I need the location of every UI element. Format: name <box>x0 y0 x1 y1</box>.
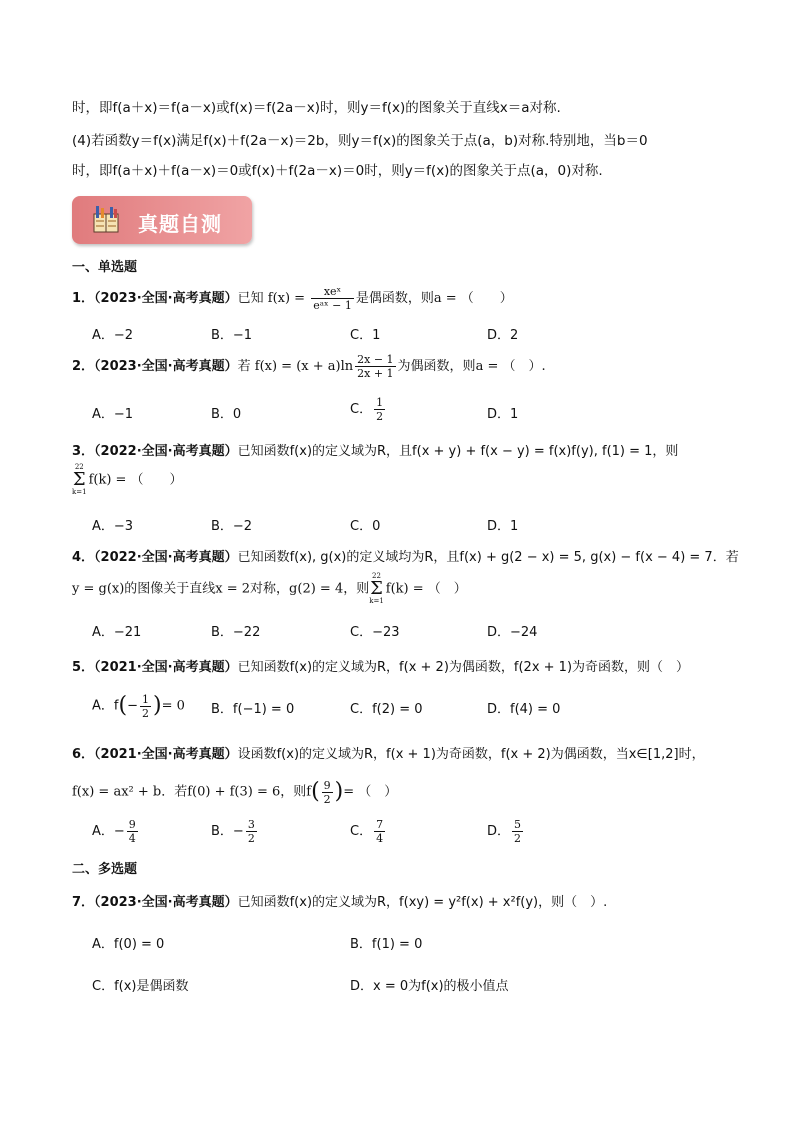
option-b[interactable]: B．−2 <box>211 519 253 534</box>
open-book-icon <box>92 204 120 236</box>
intro-line-2: (4)若函数y＝f(x)满足f(x)＋f(2a－x)＝2b，则y＝f(x)的图象关于点(a，b)对称.特别地，当b＝0 <box>72 133 648 149</box>
option-value: = 0 <box>161 698 185 714</box>
question-tail: = （ ） <box>343 784 398 800</box>
question-source: （2023·全国·高考真题） <box>94 895 238 910</box>
question-source: （2023·全国·高考真题） <box>94 359 238 374</box>
fraction-numerator: 9 <box>128 818 136 831</box>
question-tail: a = （ ）. <box>475 359 546 374</box>
question-number: 2． <box>72 359 95 374</box>
question-source: （2023·全国·高考真题） <box>94 291 238 306</box>
question-6-line-2: f(x) = ax² + b．若f(0) + f(3) = 6，则f( $\frac{9}{2}$ )= （ ） <box>72 778 398 806</box>
question-5 <box>72 656 689 675</box>
fraction-denominator: eᵃˣ − 1 <box>313 299 352 312</box>
question-number: 6． <box>72 747 95 762</box>
banner-title: 真题自测 <box>138 212 222 236</box>
question-source: （2021·全国·高考真题） <box>94 747 238 762</box>
sum-upper: 22 <box>74 463 84 471</box>
question-stem: 已知 <box>237 291 264 306</box>
fraction <box>512 818 523 845</box>
question-number: 7． <box>72 895 95 910</box>
option-label: D． <box>487 824 511 839</box>
summation-symbol: 22 Σ k=1 <box>369 572 384 605</box>
option-a[interactable]: A．−21 <box>92 625 142 640</box>
option-label: C． <box>350 824 373 839</box>
option-d[interactable]: D．1 <box>487 407 519 422</box>
fraction-numerator: 2x − 1 <box>357 353 394 366</box>
option-b[interactable]: B．f(−1) = 0 <box>211 702 295 717</box>
fraction-denominator: 4 <box>376 832 384 845</box>
fraction-numerator: 1 <box>376 396 384 409</box>
option-a[interactable]: A．−2 <box>92 328 134 343</box>
question-stem: 已知函数f(x)的定义域为R，f(xy) = y²f(x) + x²f(y)，则（ ）. <box>237 895 608 910</box>
option-label: A．f <box>92 698 119 714</box>
sum-expression: f(k) = （ ） <box>385 581 467 597</box>
fraction-denominator: 4 <box>128 832 136 845</box>
question-number: 3． <box>72 444 95 459</box>
question-number: 1． <box>72 291 95 306</box>
question-stem: 已知函数f(x)的定义域为R，f(x + 2)为偶函数，f(2x + 1)为奇函数，则（ ） <box>237 660 690 675</box>
section-heading-single: 一、单选题 <box>72 260 138 275</box>
question-tail: a = （ ） <box>433 291 513 306</box>
option-b[interactable]: B．f(1) = 0 <box>350 937 423 952</box>
fraction <box>246 818 257 845</box>
fraction-numerator: 9 <box>323 778 331 792</box>
fraction-numerator: 5 <box>514 818 522 831</box>
fraction-denominator: 2x + 1 <box>357 367 394 380</box>
question-2 <box>72 352 546 382</box>
sum-upper: 22 <box>372 572 381 580</box>
question-stem: 设函数f(x)的定义域为R，f(x + 1)为奇函数，f(x + 2)为偶函数，当x∈[1,2]时， <box>237 747 705 762</box>
question-stem: 为偶函数，则 <box>397 359 476 374</box>
sum-expression: f(k) = （ ） <box>88 472 183 488</box>
fraction-denominator: 2 <box>376 410 384 423</box>
option-c[interactable]: C．1 <box>350 328 381 343</box>
question-number: 5． <box>72 660 95 675</box>
question-stem: 若 <box>237 359 251 374</box>
fraction-numerator: 7 <box>376 818 384 831</box>
option-b[interactable] <box>211 818 259 845</box>
option-a[interactable]: A．−3 <box>92 519 134 534</box>
option-c[interactable]: C．f(2) = 0 <box>350 702 423 717</box>
option-c[interactable] <box>350 818 387 845</box>
fraction <box>374 396 385 423</box>
fraction-numerator: 1 <box>141 692 149 706</box>
question-stem: y = g(x)的图像关于直线x = 2对称，g(2) = 4，则 <box>72 581 370 597</box>
option-a[interactable]: A．−1 <box>92 407 134 422</box>
sum-lower: k=1 <box>72 488 87 496</box>
option-c[interactable] <box>350 396 387 423</box>
question-source: （2022·全国·高考真题） <box>94 550 238 565</box>
math-expr: f(x) = (x + a)ln <box>254 359 354 374</box>
option-label: A．− <box>92 824 125 839</box>
option-a[interactable]: A．f(0) = 0 <box>92 937 165 952</box>
fraction <box>322 779 333 806</box>
question-stem: 是偶函数，则 <box>355 291 434 306</box>
option-a[interactable]: A．f(− $\frac{1}{2}$ )= 0 <box>92 692 185 720</box>
question-3 <box>72 440 678 459</box>
intro-line-1: 时，即f(a＋x)＝f(a－x)或f(x)＝f(2a－x)时，则y＝f(x)的图象关于直线x＝a对称. <box>72 100 561 116</box>
option-label: B．− <box>211 824 244 839</box>
intro-line-3: 时，即f(a＋x)＋f(a－x)＝0或f(x)＋f(2a－x)＝0时，则y＝f(x)的图象关于点(a，0)对称. <box>72 163 603 179</box>
fraction-denominator: 2 <box>141 706 149 720</box>
option-b[interactable]: B．0 <box>211 407 242 422</box>
option-d[interactable]: D．x = 0为f(x)的极小值点 <box>350 979 509 994</box>
option-c[interactable]: C．0 <box>350 519 381 534</box>
question-6 <box>72 743 705 762</box>
section-heading-multi: 二、多选题 <box>72 862 138 877</box>
fraction <box>140 693 151 720</box>
fraction-numerator: xeˣ <box>311 285 354 299</box>
option-b[interactable]: B．−22 <box>211 625 261 640</box>
fraction-denominator: 2 <box>247 832 255 845</box>
sum-lower: k=1 <box>369 597 384 605</box>
fraction <box>127 818 138 845</box>
fraction-denominator: 2 <box>514 832 522 845</box>
fraction <box>311 285 354 312</box>
question-source: （2022·全国·高考真题） <box>94 444 238 459</box>
question-1 <box>72 284 513 314</box>
fraction-numerator: 3 <box>247 818 255 831</box>
section-banner <box>72 196 252 244</box>
option-label: C． <box>350 402 373 417</box>
option-d[interactable]: D．2 <box>487 328 519 343</box>
option-c[interactable]: C．f(x)是偶函数 <box>92 979 189 994</box>
question-4-line-2 <box>72 572 467 606</box>
math-expr: f(x) = <box>267 291 306 306</box>
question-stem: 已知函数f(x)的定义域为R，且f(x + y) + f(x − y) = f(x)f(y), f(1) = 1，则 <box>237 444 679 459</box>
option-d[interactable]: D．f(4) = 0 <box>487 702 561 717</box>
question-7 <box>72 891 607 910</box>
question-source: （2021·全国·高考真题） <box>94 660 238 675</box>
option-d[interactable]: D．−24 <box>487 625 538 640</box>
question-number: 4． <box>72 550 95 565</box>
option-d[interactable]: D．1 <box>487 519 519 534</box>
question-3-sum-line <box>72 463 183 497</box>
option-b[interactable]: B．−1 <box>211 328 253 343</box>
question-stem: f(x) = ax² + b．若f(0) + f(3) = 6，则f <box>72 784 312 800</box>
option-c[interactable]: C．−23 <box>350 625 400 640</box>
fraction <box>355 353 395 380</box>
summation-symbol: 22 Σ k=1 <box>72 463 87 496</box>
fraction-denominator: 2 <box>323 792 331 806</box>
question-stem: 已知函数f(x), g(x)的定义域均为R，且f(x) + g(2 − x) = 5, g(x) − f(x − 4) = 7．若 <box>237 550 739 565</box>
question-4 <box>72 546 739 565</box>
option-d[interactable] <box>487 818 525 845</box>
fraction <box>374 818 385 845</box>
option-a[interactable] <box>92 818 140 845</box>
